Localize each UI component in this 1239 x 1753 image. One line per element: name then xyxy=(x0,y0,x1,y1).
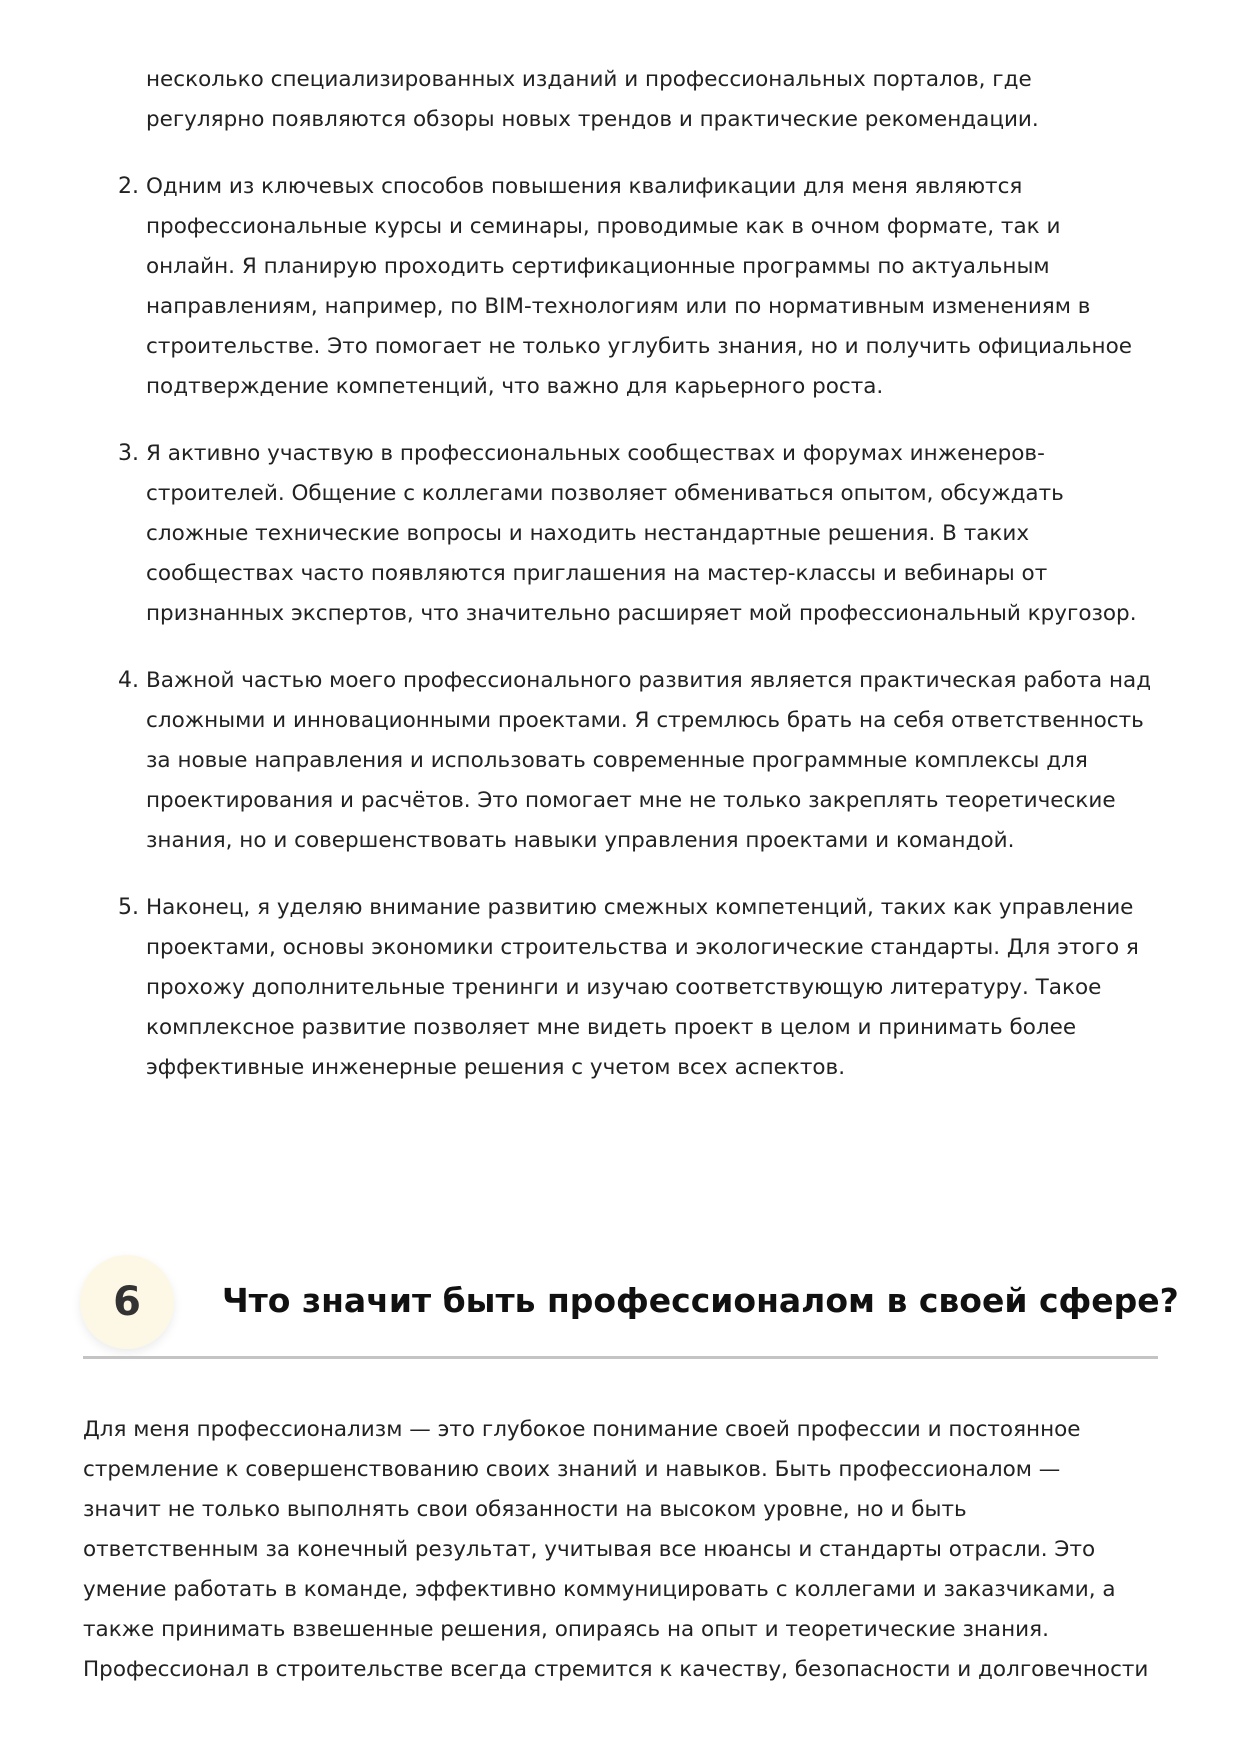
list-item-text-line: знания, но и совершенствовать навыки управления проектами и командой. xyxy=(146,828,1015,853)
list-item-number: 4. xyxy=(118,668,139,693)
paragraph-text-line: стремление к совершенствованию своих знаний и навыков. Быть профессионалом — xyxy=(83,1457,1061,1482)
list-item xyxy=(0,888,1239,1088)
list-item-text-line: направлениям, например, по BIM-технологиям или по нормативным изменениям в xyxy=(146,294,1091,319)
list-item xyxy=(0,661,1239,861)
list-item-text-line: подтверждение компетенций, что важно для карьерного роста. xyxy=(146,374,884,399)
list-item-text-line: за новые направления и использовать современные программные комплексы для xyxy=(146,748,1088,773)
list-item-text-line: строительстве. Это помогает не только углубить знания, но и получить официальное xyxy=(146,334,1132,359)
list-item-text-line: Одним из ключевых способов повышения квалификации для меня являются xyxy=(146,174,1023,199)
list-item-text-line: Наконец, я уделяю внимание развитию смежных компетенций, таких как управление xyxy=(146,895,1134,920)
list-item-text-line: прохожу дополнительные тренинги и изучаю соответствующую литературу. Такое xyxy=(146,975,1102,1000)
paragraph-text-line: Профессионал в строительстве всегда стремится к качеству, безопасности и долговечности xyxy=(83,1657,1149,1682)
list-item-text-line: проектами, основы экономики строительства и экологические стандарты. Для этого я xyxy=(146,935,1139,960)
heading-divider xyxy=(83,1356,1158,1359)
list-item-text-line: Важной частью моего профессионального развития является практическая работа над xyxy=(146,668,1152,693)
list-item-text-line: эффективные инженерные решения с учетом всех аспектов. xyxy=(146,1055,846,1080)
list-item-number: 5. xyxy=(118,895,139,920)
list-item xyxy=(0,60,1239,140)
list-item-text-line: регулярно появляются обзоры новых трендов и практические рекомендации. xyxy=(146,107,1039,132)
list-item-text-line: Я активно участвую в профессиональных сообществах и форумах инженеров- xyxy=(146,441,1045,466)
section-paragraph xyxy=(83,1410,1148,1690)
list-item-text-line: онлайн. Я планирую проходить сертификационные программы по актуальным xyxy=(146,254,1050,279)
list-item-number: 2. xyxy=(118,174,139,199)
paragraph-text-line: значит не только выполнять свои обязанности на высоком уровне, но и быть xyxy=(83,1497,967,1522)
list-item xyxy=(0,434,1239,634)
section-title: Что значит быть профессионалом в своей сфере? xyxy=(222,1281,1179,1320)
list-item-text-line: проектирования и расчётов. Это помогает мне не только закреплять теоретические xyxy=(146,788,1116,813)
paragraph-text-line: также принимать взвешенные решения, опираясь на опыт и теоретические знания. xyxy=(83,1617,1049,1642)
list-item-number: 3. xyxy=(118,441,139,466)
paragraph-text-line: умение работать в команде, эффективно коммуницировать с коллегами и заказчиками, а xyxy=(83,1577,1116,1602)
list-item xyxy=(0,167,1239,407)
paragraph-text-line: ответственным за конечный результат, учитывая все нюансы и стандарты отрасли. Это xyxy=(83,1537,1096,1562)
list-item-text-line: профессиональные курсы и семинары, проводимые как в очном формате, так и xyxy=(146,214,1061,239)
list-item-text-line: несколько специализированных изданий и профессиональных порталов, где xyxy=(146,67,1032,92)
list-item-text-line: комплексное развитие позволяет мне видеть проект в целом и принимать более xyxy=(146,1015,1077,1040)
section-heading xyxy=(80,1255,1179,1347)
numbered-list xyxy=(0,60,1239,1115)
list-item-text-line: строителей. Общение с коллегами позволяет обмениваться опытом, обсуждать xyxy=(146,481,1064,506)
list-item-text-line: сложные технические вопросы и находить нестандартные решения. В таких xyxy=(146,521,1030,546)
list-item-text-line: сложными и инновационными проектами. Я стремлюсь брать на себя ответственность xyxy=(146,708,1144,733)
paragraph-text-line: Для меня профессионализм — это глубокое понимание своей профессии и постоянное xyxy=(83,1417,1081,1442)
list-item-text-line: сообществах часто появляются приглашения на мастер-классы и вебинары от xyxy=(146,561,1048,586)
section-number-badge: 6 xyxy=(80,1255,174,1349)
list-item-text-line: признанных экспертов, что значительно расширяет мой профессиональный кругозор. xyxy=(146,601,1137,626)
